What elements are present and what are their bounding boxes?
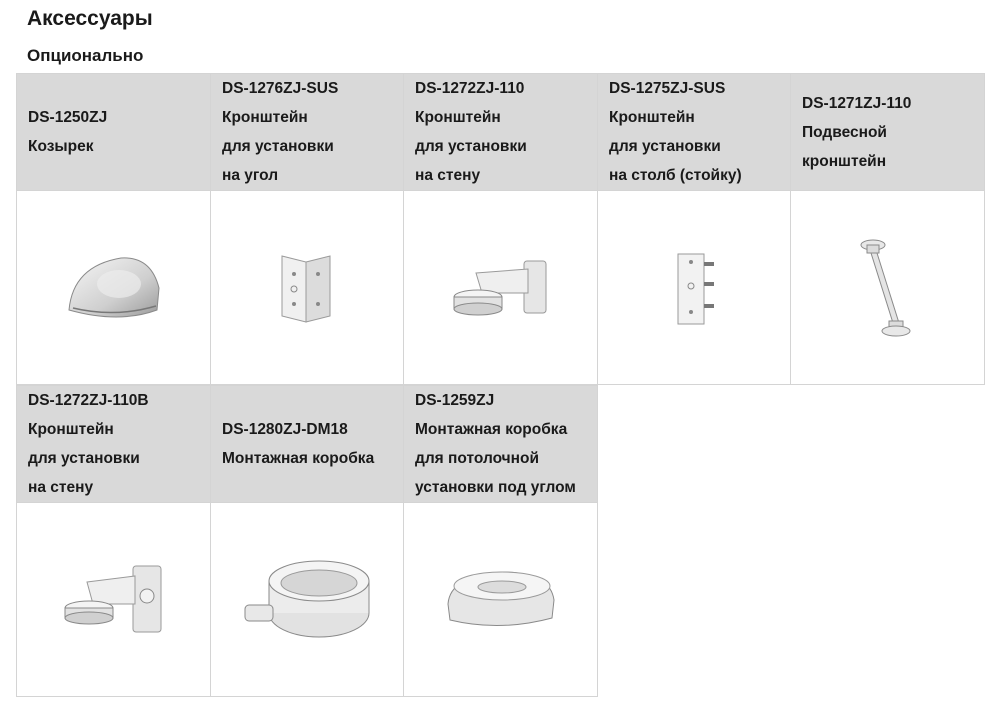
- empty-cell: [791, 386, 985, 503]
- pole-mount-icon: [664, 248, 724, 328]
- empty-cell: [791, 503, 985, 697]
- description-line: кронштейн: [802, 152, 887, 170]
- accessory-header-3: [404, 74, 598, 191]
- model-number: DS-1259ZJ: [415, 392, 495, 409]
- inclined-ceiling-box-icon: [436, 560, 566, 640]
- sun-hood-icon: [59, 248, 169, 328]
- accessory-image-7: [211, 503, 404, 697]
- corner-mount-icon: [272, 248, 342, 328]
- description-line: для потолочной: [415, 450, 540, 467]
- description-line: Кронштейн: [415, 109, 501, 126]
- accessory-image-4: [598, 191, 791, 385]
- accessory-header-6: [17, 386, 211, 503]
- accessory-image-8: [404, 503, 598, 697]
- accessory-header-5: [791, 74, 985, 191]
- accessory-image-6: [17, 503, 211, 697]
- model-number: DS-1272ZJ-110B: [28, 392, 149, 409]
- description-line: для установки: [415, 138, 527, 155]
- description-line: для установки: [28, 450, 140, 467]
- model-number: DS-1272ZJ-110: [415, 80, 525, 97]
- description-line: Кронштейн: [28, 421, 114, 438]
- model-number: DS-1280ZJ-DM18: [222, 421, 348, 438]
- accessory-image-2: [211, 191, 404, 385]
- pendant-mount-icon: [853, 233, 923, 343]
- description-line: Монтажная коробка: [415, 421, 568, 438]
- description-line: для установки: [222, 138, 334, 155]
- description-line: на угол: [222, 167, 279, 184]
- page-title: Аксессуары: [27, 7, 153, 30]
- accessory-image-3: [404, 191, 598, 385]
- accessory-header-1: [17, 74, 211, 191]
- wall-mount-box-icon: [59, 560, 169, 640]
- empty-cell: [598, 386, 791, 503]
- model-number: DS-1276ZJ-SUS: [222, 80, 339, 97]
- description-line: для установки: [609, 138, 721, 155]
- description-line: Козырек: [28, 138, 94, 155]
- accessory-header-4: [598, 74, 791, 191]
- wall-mount-icon: [446, 253, 556, 323]
- model-number: DS-1271ZJ-110: [802, 94, 912, 112]
- description-line: Монтажная коробка: [222, 450, 375, 467]
- accessory-header-8: [404, 386, 598, 503]
- accessories-table-row1: [16, 73, 985, 385]
- description-line: Кронштейн: [222, 109, 308, 126]
- empty-cell: [598, 503, 791, 697]
- junction-box-icon: [237, 555, 377, 645]
- model-number: DS-1250ZJ: [28, 109, 108, 126]
- description-line: на стену: [415, 167, 481, 184]
- accessory-header-7: [211, 386, 404, 503]
- accessory-image-5: [791, 191, 985, 385]
- accessories-table-row2: [16, 385, 985, 697]
- description-line: на стену: [28, 479, 94, 496]
- accessory-image-1: [17, 191, 211, 385]
- section-subtitle: Опционально: [27, 46, 144, 65]
- description-line: установки под углом: [415, 479, 576, 496]
- description-line: Подвесной: [802, 123, 887, 141]
- accessory-header-2: [211, 74, 404, 191]
- model-number: DS-1275ZJ-SUS: [609, 80, 726, 97]
- description-line: Кронштейн: [609, 109, 695, 126]
- description-line: на столб (стойку): [609, 167, 742, 184]
